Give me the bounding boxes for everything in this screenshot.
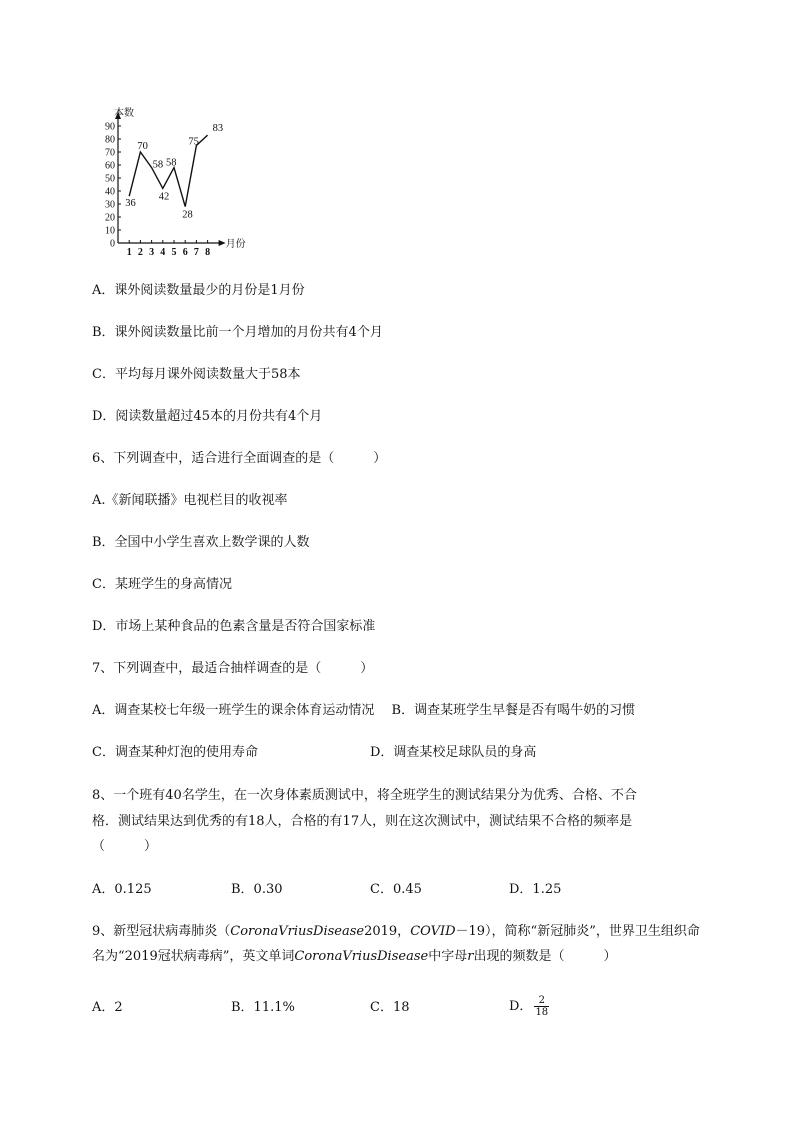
q8-stem-line3: （ ） [92, 839, 158, 854]
q9-option-d [509, 992, 549, 1022]
data-label: 70 [137, 141, 148, 152]
data-label: 36 [125, 198, 136, 210]
line-chart [96, 96, 266, 266]
q9-text: 名为“2019冠状病毒病”，英文单词 [92, 949, 295, 964]
q8-stem-line1: 8、一个班有40名学生，在一次身体素质测试中，将全班学生的测试结果分为优秀、合格、不合 [92, 788, 637, 803]
x-tick-label: 7 [193, 247, 199, 258]
q8-option-a: A．0.125 [92, 882, 152, 897]
y-tick-label: 60 [105, 160, 115, 172]
q7-stem: 7、下列调查中，最适合抽样调查的是（ ） [92, 661, 374, 676]
y-tick-label: 40 [105, 186, 115, 198]
q6-option-b: B．全国中小学生喜欢上数学课的人数 [92, 535, 310, 550]
q6-option-c: C．某班学生的身高情况 [92, 577, 232, 592]
q6-option-a: A.《新闻联播》电视栏目的收视率 [92, 493, 288, 508]
q8-option-d: D．1.25 [509, 882, 562, 897]
x-tick-label: 5 [171, 247, 177, 258]
q8-stem-line2: 格．测试结果达到优秀的有18人，合格的有17人，则在这次测试中，测试结果不合格的频率是 [92, 814, 633, 829]
fraction-denominator: 18 [535, 1007, 549, 1018]
y-axis-label: 本数 [114, 108, 134, 119]
q9-stem-line1 [92, 923, 700, 941]
x-tick-label: 8 [205, 247, 211, 258]
q9-text: 9、新型冠状病毒肺炎（ [92, 924, 231, 939]
q9-text: －19），简称“新冠肺炎”，世界卫生组织命 [455, 924, 700, 939]
data-label: 58 [152, 159, 164, 171]
data-label: 42 [158, 191, 170, 203]
q5-option-a: A．课外阅读数量最少的月份是1月份 [92, 283, 305, 298]
y-tick-label: 0 [110, 238, 115, 250]
q9-text: 2019， [364, 924, 411, 939]
q5-option-d: D．阅读数量超过45本的月份共有4个月 [92, 409, 323, 424]
q9-option-c: C．18 [370, 1000, 410, 1015]
y-tick-label: 30 [105, 199, 115, 211]
q8-option-b: B．0.30 [231, 882, 283, 897]
q7-option-d: D．调查某校足球队员的身高 [370, 745, 537, 760]
y-tick-label: 90 [105, 121, 115, 133]
x-axis-arrow [219, 240, 226, 246]
data-label: 75 [188, 136, 199, 148]
data-label: 83 [212, 123, 224, 135]
q9-term-italic: CoronaVriusDisease [294, 949, 429, 964]
q6-stem: 6、下列调查中，适合进行全面调查的是（ ） [92, 451, 387, 466]
data-label: 58 [166, 157, 177, 169]
q9-text: 中字母 [428, 949, 468, 964]
x-tick-label: 3 [149, 247, 155, 258]
y-tick-label: 50 [105, 173, 115, 185]
fraction [534, 995, 549, 1018]
q5-option-c: C．平均每月课外阅读数量大于58本 [92, 367, 301, 382]
q5-option-b: B．课外阅读数量比前一个月增加的月份共有4个月 [92, 325, 383, 340]
q8-option-c: C．0.45 [370, 882, 422, 897]
q9-option-b: B．11.1% [231, 1000, 295, 1015]
x-tick-label: 2 [137, 247, 143, 258]
q7-option-c: C．调查某种灯泡的使用寿命 [92, 745, 258, 760]
y-tick-label: 70 [105, 147, 115, 159]
q9-letter-italic: r [467, 949, 474, 964]
q9-term-italic: CoronaVriusDisease [230, 924, 365, 939]
x-tick-label: 6 [182, 247, 188, 258]
q7-options-ab: A．调查某校七年级一班学生的课余体育运动情况 B．调查某班学生早餐是否有喝牛奶的习惯 [92, 703, 636, 718]
fraction-numerator: 2 [534, 995, 549, 1007]
x-tick-label: 4 [160, 247, 166, 258]
q9-option-a: A．2 [92, 1000, 123, 1015]
q9-option-d-prefix: D． [509, 999, 533, 1014]
y-tick-label: 10 [105, 225, 115, 237]
q9-text: 出现的频数是（ ） [473, 949, 617, 964]
data-label: 28 [182, 209, 193, 221]
q9-stem-line2 [92, 948, 616, 966]
x-tick-label: 1 [126, 247, 132, 258]
y-tick-label: 20 [105, 212, 115, 224]
q9-term-italic: COVID [410, 924, 456, 939]
q6-option-d: D．市场上某种食品的色素含量是否符合国家标准 [92, 619, 376, 634]
y-tick-label: 80 [105, 134, 115, 146]
x-axis-label: 月份 [225, 239, 246, 250]
